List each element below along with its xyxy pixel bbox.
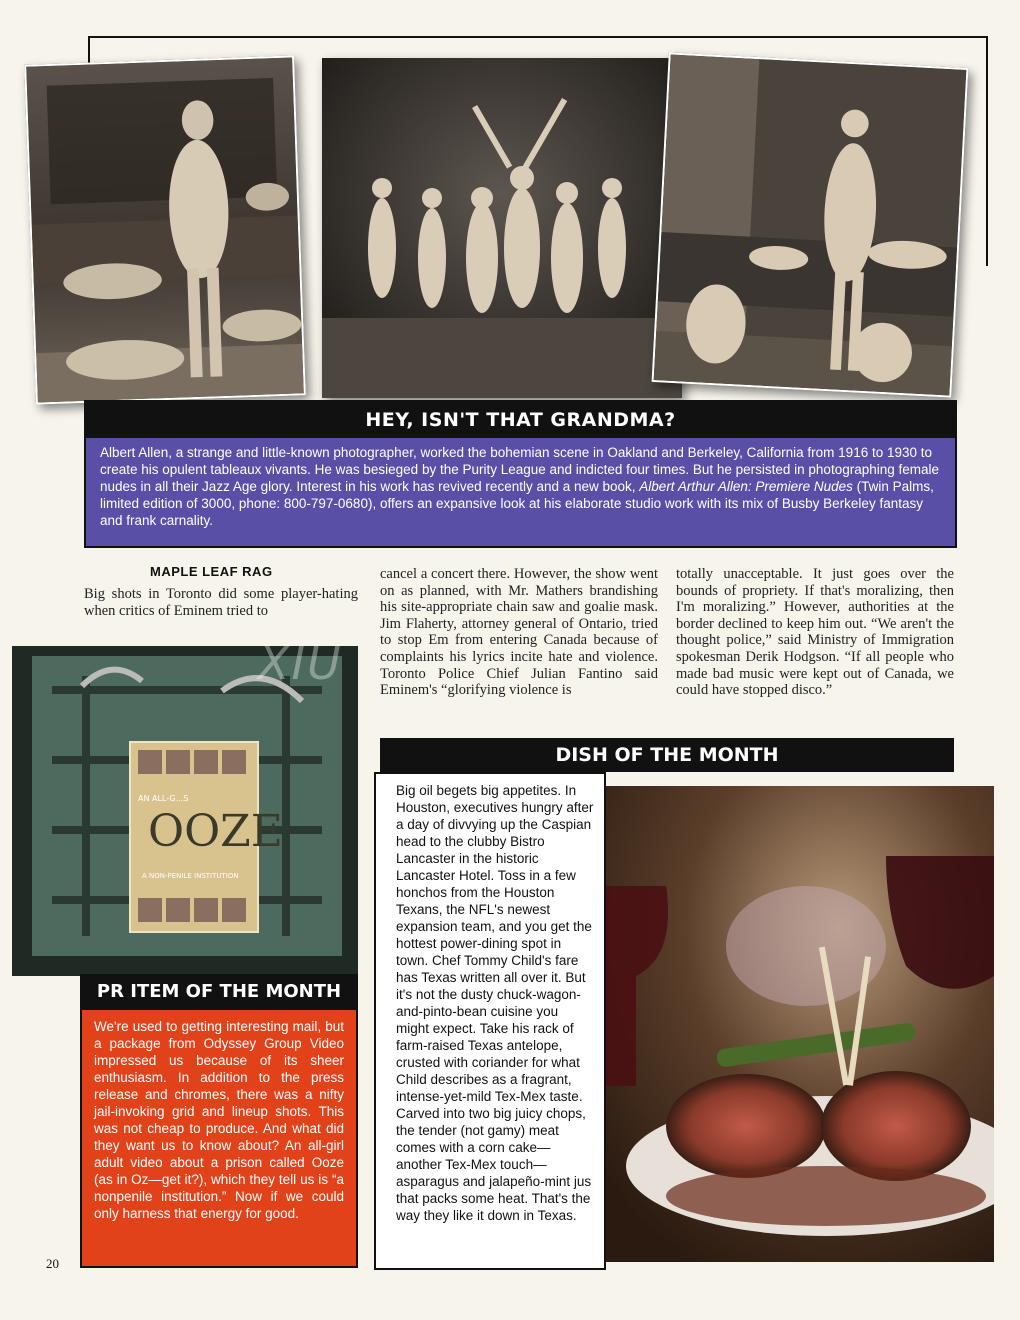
grandma-body-part2: (Twin Palms, limited edition of 3000, phone: 800-797-0680), offers an expansive look at his elaborate studio work with its mix of Busby Berkeley fantasy and frank carnality. — [100, 479, 934, 528]
grandma-body — [100, 444, 941, 529]
grandma-body-part1: Albert Allen, a strange and little-known photographer, worked the bohemian scene in Oakland and Berkeley, California from 1916 to 1930 to create his opulent tableaux vivants. He was besieged by the Purity League and indicted four times. But he persisted in photographing female nudes in all their Jazz Age glory. Interest in his work has revived recently and a new book, — [100, 445, 940, 494]
pr-box-title: OOZE — [148, 806, 283, 857]
grandma-feature-box — [84, 400, 957, 548]
pr-box-top-text: AN ALL-G...S — [138, 794, 189, 803]
maple-column-1: Big shots in Toronto did some player-hating when critics of Eminem tried to — [84, 586, 358, 619]
dish-body: Big oil begets big appetites. In Houston, executives hungry after a day of divvying up the Caspian head to the clubby Bistro Lancaster in the historic Lancaster Hotel. Toss in a few honchos from the Houston Texans, the NFL's newest expansion team, and you get the hottest power-dining spot in town. Chef Tommy Child's fare has Texas written all over it. But it's not the dusty chuck-wagon-and-pinto-bean cuisine you might expect. Take his rack of farm-raised Texas antelope, crusted with coriander for what Child describes as a fragrant, intense-yet-mild Tex-Mex taste. Carved into two big juicy chops, the tender (not gamy) meat comes with a corn cake—another Tex-Mex touch—asparagus and jalapeño-mint jus that packs some heat. That's the way they like it down in Texas. — [396, 783, 594, 1223]
dish-photo — [606, 786, 994, 1262]
maple-headline: MAPLE LEAF RAG — [150, 564, 273, 579]
maple-column-3: totally unacceptable. It just goes over the bounds of propriety. If that's moralizing, then I'm moralizing.” However, authorities at the border declined to keep him out. “We aren't the thought police,” said Ministry of Immigration spokesman Derik Hodgson. “If all people who made bad music were kept out of Canada, we could have stopped disco.” — [676, 566, 954, 699]
vintage-photo-middle — [322, 58, 682, 398]
pr-item-box — [80, 1010, 358, 1268]
watermark-text: XIU — [258, 636, 343, 690]
grandma-headline: HEY, ISN'T THAT GRANDMA? — [86, 402, 955, 438]
maple-column-2: cancel a concert there. However, the show went on as planned, with Mr. Mathers brandishing his site-appropriate chain saw and goalie mask. Jim Flaherty, attorney general of Ontario, tried to stop Em from entering Canada because of complaints his lyrics incite hate and violence. Toronto Police Chief Julian Fantino said Eminem's “glorifying violence is — [380, 566, 658, 699]
dish-headline: DISH OF THE MONTH — [380, 738, 954, 772]
vintage-photo-right — [652, 52, 969, 397]
pr-box-subtitle: A NON-PENILE INSTITUTION — [142, 872, 239, 880]
pr-item-headline: PR ITEM OF THE MONTH — [80, 974, 358, 1010]
pr-item-body: We're used to getting interesting mail, but a package from Odyssey Group Video impressed us because of its sheer enthusiasm. In addition to the press release and chromes, there was a nifty jail-invoking grid and lineup shots. This was not cheap to produce. And what did they want us to know about? An all-girl adult video about a prison called Ooze (as in Oz—get it?), which they tell us is “a nonpenile institution.” Now if we could only harness that energy for good. — [94, 1019, 344, 1221]
page-number: 20 — [46, 1256, 59, 1271]
pr-item-photo — [12, 646, 358, 976]
dish-text-box — [374, 772, 606, 1270]
grandma-book-title: Albert Arthur Allen: Premiere Nudes — [639, 479, 853, 494]
vintage-photo-left — [24, 55, 306, 404]
